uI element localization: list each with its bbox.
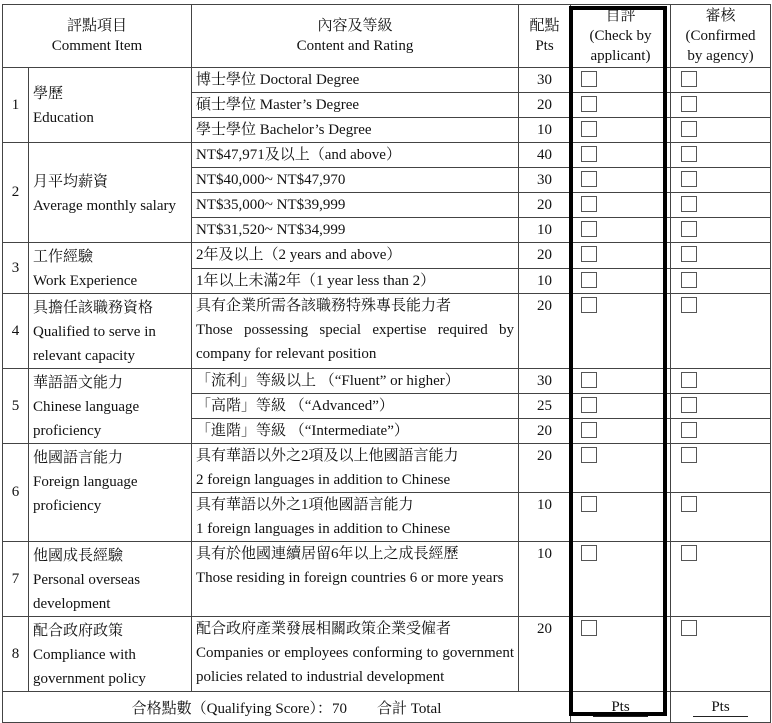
self-check-cell <box>571 369 671 394</box>
item-name <box>29 143 192 243</box>
header-row <box>3 5 771 68</box>
self-check-checkbox[interactable] <box>581 422 597 438</box>
option-content <box>192 218 519 243</box>
item-name-zh: 工作經驗 <box>33 249 94 265</box>
item-name-zh: 他國成長經驗 <box>33 548 124 564</box>
option-text-en: 1 foreign languages in addition to Chinese <box>196 521 451 537</box>
item-name-zh: 月平均薪資 <box>33 173 109 190</box>
review-cell <box>671 168 771 193</box>
scoring-table <box>2 4 771 723</box>
header-self-en1: (Check by <box>589 28 652 44</box>
option-points: 30 <box>519 168 571 193</box>
option-points: 20 <box>519 294 571 369</box>
self-check-checkbox[interactable] <box>581 620 597 636</box>
review-cell <box>671 493 771 542</box>
option-text: 具有華語以外之1項他國語言能力 <box>196 497 414 513</box>
header-review-zh: 審核 <box>705 8 736 24</box>
option-text: NT$31,520~ NT$34,999 <box>196 222 346 238</box>
option-text-en: Companies or employees conforming to government policies related to industrial development <box>196 645 514 685</box>
option-content <box>192 93 519 118</box>
option-content <box>192 243 519 269</box>
review-cell <box>671 542 771 617</box>
option-text: 博士學位 Doctoral Degree <box>196 72 360 88</box>
option-content <box>192 394 519 419</box>
option-content <box>192 294 519 369</box>
review-checkbox[interactable] <box>681 620 697 636</box>
review-cell <box>671 394 771 419</box>
review-checkbox[interactable] <box>681 196 697 212</box>
self-check-cell <box>571 542 671 617</box>
item-name <box>29 68 192 143</box>
self-check-cell <box>571 143 671 168</box>
option-text: 具有於他國連續居留6年以上之成長經歷 <box>196 546 459 562</box>
item-name <box>29 369 192 444</box>
header-content <box>192 5 519 68</box>
review-cell <box>671 294 771 369</box>
self-check-checkbox[interactable] <box>581 297 597 313</box>
option-content <box>192 419 519 444</box>
header-pts-en: Pts <box>535 38 554 54</box>
option-points: 30 <box>519 369 571 394</box>
option-text: 具有企業所需各該職務特殊專長能力者 <box>196 298 452 314</box>
self-check-checkbox[interactable] <box>581 171 597 187</box>
qualifying-score-cell <box>3 692 571 723</box>
self-check-checkbox[interactable] <box>581 272 597 288</box>
item-name-zh: 學歷 <box>33 86 64 102</box>
qualifying-score: 合格點數（Qualifying Score）：70 <box>131 700 348 717</box>
header-content-zh: 內容及等級 <box>317 18 393 34</box>
item-number: 6 <box>3 444 29 542</box>
self-check-cell <box>571 394 671 419</box>
table-row <box>3 143 771 168</box>
item-name-en: Education <box>33 110 94 126</box>
header-item-en: Comment Item <box>51 38 143 54</box>
self-check-checkbox[interactable] <box>581 447 597 463</box>
item-name <box>29 617 192 692</box>
item-name <box>29 542 192 617</box>
review-checkbox[interactable] <box>681 447 697 463</box>
review-checkbox[interactable] <box>681 121 697 137</box>
item-name-en: Chinese language proficiency <box>33 399 140 439</box>
review-checkbox[interactable] <box>681 496 697 512</box>
item-name-zh: 具擔任該職務資格 <box>33 300 154 316</box>
self-total-cell[interactable] <box>571 692 671 723</box>
option-text: 學士學位 Bachelor’s Degree <box>196 122 372 138</box>
option-text: 「流利」等級以上 （“Fluent” or higher） <box>196 373 460 389</box>
option-points: 20 <box>519 419 571 444</box>
option-content <box>192 617 519 692</box>
self-check-checkbox[interactable] <box>581 397 597 413</box>
review-cell <box>671 68 771 93</box>
option-points: 10 <box>519 493 571 542</box>
review-cell <box>671 617 771 692</box>
option-content <box>192 143 519 168</box>
option-content <box>192 493 519 542</box>
header-self-en2: applicant) <box>590 48 651 64</box>
self-check-checkbox[interactable] <box>581 221 597 237</box>
table-row <box>3 542 771 617</box>
option-content <box>192 118 519 143</box>
self-check-checkbox[interactable] <box>581 146 597 162</box>
item-name-en: Work Experience <box>33 273 138 289</box>
option-text-en: Those possessing special expertise required by company for relevant position <box>196 322 514 362</box>
option-points: 20 <box>519 617 571 692</box>
option-text: 具有華語以外之2項及以上他國語言能力 <box>196 448 459 464</box>
item-number: 3 <box>3 243 29 294</box>
option-text: 碩士學位 Master’s Degree <box>196 97 360 113</box>
table-row <box>3 68 771 93</box>
self-check-cell <box>571 493 671 542</box>
option-points: 10 <box>519 268 571 294</box>
review-total-pts[interactable]: Pts <box>693 698 747 717</box>
review-cell <box>671 243 771 269</box>
option-points: 20 <box>519 444 571 493</box>
self-check-cell <box>571 68 671 93</box>
header-item-zh: 評點項目 <box>66 18 127 34</box>
review-cell <box>671 193 771 218</box>
self-check-checkbox[interactable] <box>581 196 597 212</box>
item-name-en: Average monthly salary <box>33 197 177 214</box>
item-name-en: Foreign language proficiency <box>33 474 138 514</box>
self-check-cell <box>571 218 671 243</box>
table-row <box>3 243 771 269</box>
item-name-en: Personal overseas development <box>33 572 141 612</box>
table-row <box>3 294 771 369</box>
self-check-checkbox[interactable] <box>581 372 597 388</box>
review-checkbox[interactable] <box>681 272 697 288</box>
item-number: 4 <box>3 294 29 369</box>
table-row <box>3 444 771 493</box>
option-content <box>192 444 519 493</box>
option-points: 25 <box>519 394 571 419</box>
option-points: 40 <box>519 143 571 168</box>
self-check-cell <box>571 243 671 269</box>
header-pts <box>519 5 571 68</box>
review-cell <box>671 118 771 143</box>
option-points: 10 <box>519 118 571 143</box>
self-check-cell <box>571 444 671 493</box>
option-content <box>192 542 519 617</box>
review-checkbox[interactable] <box>681 71 697 87</box>
self-check-cell <box>571 93 671 118</box>
option-text: 「進階」等級 （“Intermediate”） <box>196 423 409 439</box>
option-content <box>192 68 519 93</box>
self-check-checkbox[interactable] <box>581 71 597 87</box>
header-self-check <box>571 5 671 68</box>
table-row <box>3 369 771 394</box>
option-text: NT$47,971及以上（and above） <box>196 147 401 163</box>
header-self-zh: 自評 <box>605 8 636 24</box>
review-checkbox[interactable] <box>681 397 697 413</box>
option-content <box>192 168 519 193</box>
self-check-cell <box>571 118 671 143</box>
option-content <box>192 369 519 394</box>
total-label: 合計 Total <box>377 700 442 717</box>
self-check-cell <box>571 268 671 294</box>
header-content-en: Content and Rating <box>296 38 414 54</box>
header-review-en2: by agency) <box>687 48 754 64</box>
review-cell <box>671 218 771 243</box>
review-cell <box>671 419 771 444</box>
option-content <box>192 193 519 218</box>
self-check-checkbox[interactable] <box>581 121 597 137</box>
table-row <box>3 617 771 692</box>
total-row <box>3 692 771 723</box>
review-total-cell[interactable] <box>671 692 771 723</box>
item-name-zh: 他國語言能力 <box>33 450 124 466</box>
option-text: NT$40,000~ NT$47,970 <box>196 172 346 188</box>
review-cell <box>671 444 771 493</box>
review-checkbox[interactable] <box>681 246 697 262</box>
item-name-zh: 配合政府政策 <box>33 623 124 639</box>
review-checkbox[interactable] <box>681 422 697 438</box>
item-number: 1 <box>3 68 29 143</box>
option-points: 10 <box>519 218 571 243</box>
self-check-cell <box>571 294 671 369</box>
review-checkbox[interactable] <box>681 171 697 187</box>
item-number: 5 <box>3 369 29 444</box>
item-name-en: Compliance with government policy <box>33 647 146 687</box>
option-text: NT$35,000~ NT$39,999 <box>196 197 346 213</box>
header-review <box>671 5 771 68</box>
self-check-cell <box>571 419 671 444</box>
item-number: 2 <box>3 143 29 243</box>
review-cell <box>671 143 771 168</box>
item-name-en: Qualified to serve in relevant capacity <box>33 324 156 364</box>
review-cell <box>671 369 771 394</box>
item-name <box>29 243 192 294</box>
option-points: 20 <box>519 93 571 118</box>
review-cell <box>671 93 771 118</box>
review-checkbox[interactable] <box>681 297 697 313</box>
self-check-checkbox[interactable] <box>581 246 597 262</box>
option-points: 30 <box>519 68 571 93</box>
item-number: 8 <box>3 617 29 692</box>
self-check-checkbox[interactable] <box>581 545 597 561</box>
item-name-zh: 華語語文能力 <box>33 375 124 391</box>
review-checkbox[interactable] <box>681 146 697 162</box>
review-checkbox[interactable] <box>681 96 697 112</box>
self-check-cell <box>571 168 671 193</box>
option-text: 2年及以上（2 years and above） <box>196 247 402 263</box>
self-check-cell <box>571 617 671 692</box>
option-points: 20 <box>519 243 571 269</box>
option-content <box>192 268 519 294</box>
header-comment-item <box>3 5 192 68</box>
item-name <box>29 444 192 542</box>
self-check-checkbox[interactable] <box>581 496 597 512</box>
item-number: 7 <box>3 542 29 617</box>
item-name <box>29 294 192 369</box>
option-text: 1年以上未滿2年（1 year less than 2） <box>196 272 436 289</box>
self-check-checkbox[interactable] <box>581 96 597 112</box>
option-text: 「高階」等級 （“Advanced”） <box>196 398 394 414</box>
header-review-en1: (Confirmed <box>685 28 756 44</box>
self-check-cell <box>571 193 671 218</box>
option-points: 20 <box>519 193 571 218</box>
header-pts-zh: 配點 <box>529 18 560 34</box>
review-checkbox[interactable] <box>681 372 697 388</box>
option-text: 配合政府產業發展相關政策企業受僱者 <box>196 621 452 637</box>
option-text-en: Those residing in foreign countries 6 or more years <box>196 570 504 586</box>
review-checkbox[interactable] <box>681 221 697 237</box>
review-cell <box>671 268 771 294</box>
self-total-pts[interactable]: Pts <box>593 698 647 717</box>
option-points: 10 <box>519 542 571 617</box>
option-text-en: 2 foreign languages in addition to Chinese <box>196 472 451 488</box>
review-checkbox[interactable] <box>681 545 697 561</box>
